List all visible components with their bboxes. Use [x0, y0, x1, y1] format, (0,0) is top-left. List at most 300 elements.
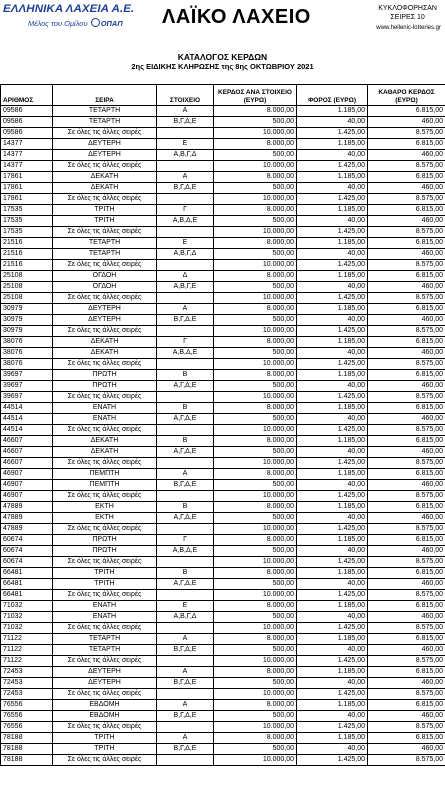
- cell-tax: 40,00: [297, 447, 368, 458]
- cell-tax: 40,00: [297, 150, 368, 161]
- table-row: [1, 634, 445, 645]
- table-row: [1, 161, 445, 172]
- cell-tax: 1.425,00: [297, 326, 368, 337]
- cell-number: 17535: [1, 205, 53, 216]
- cell-tax: 1.425,00: [297, 590, 368, 601]
- cell-number: 38076: [1, 348, 53, 359]
- cell-series: Σε όλες τις άλλες σειρές: [53, 227, 157, 238]
- cell-net: 460,00: [368, 579, 445, 590]
- cell-tax: 1.425,00: [297, 623, 368, 634]
- table-row: [1, 194, 445, 205]
- cell-net: 460,00: [368, 282, 445, 293]
- cell-tax: 1.185,00: [297, 304, 368, 315]
- cell-number: 09586: [1, 106, 53, 117]
- cell-series: Σε όλες τις άλλες σειρές: [53, 194, 157, 205]
- table-row: [1, 227, 445, 238]
- cell-tax: 40,00: [297, 513, 368, 524]
- cell-number: 17861: [1, 183, 53, 194]
- cell-series: Σε όλες τις άλλες σειρές: [53, 293, 157, 304]
- cell-prize: 8.000,00: [214, 700, 297, 711]
- cell-prize: 10.000,00: [214, 227, 297, 238]
- member-label: Μέλος του Ομίλου: [28, 19, 88, 28]
- col-header-number: ΑΡΙΘΜΟΣ: [1, 85, 53, 106]
- cell-prize: 10.000,00: [214, 491, 297, 502]
- cell-prize: 500,00: [214, 216, 297, 227]
- cell-net: 460,00: [368, 381, 445, 392]
- cell-number: 71122: [1, 645, 53, 656]
- cell-tax: 40,00: [297, 678, 368, 689]
- cell-prize: 8.000,00: [214, 139, 297, 150]
- table-row: [1, 689, 445, 700]
- cell-tax: 1.185,00: [297, 205, 368, 216]
- cell-element: Α: [157, 172, 214, 183]
- table-row: [1, 370, 445, 381]
- cell-prize: 500,00: [214, 612, 297, 623]
- table-row: [1, 293, 445, 304]
- cell-tax: 40,00: [297, 546, 368, 557]
- table-row: [1, 304, 445, 315]
- cell-tax: 40,00: [297, 744, 368, 755]
- cell-tax: 40,00: [297, 381, 368, 392]
- cell-number: 14377: [1, 150, 53, 161]
- cell-prize: 500,00: [214, 315, 297, 326]
- cell-prize: 500,00: [214, 579, 297, 590]
- cell-number: 72453: [1, 667, 53, 678]
- cell-prize: 500,00: [214, 480, 297, 491]
- table-row: [1, 722, 445, 733]
- cell-number: 76556: [1, 700, 53, 711]
- cell-number: 44514: [1, 425, 53, 436]
- cell-element: Β,Γ,Δ,Ε: [157, 183, 214, 194]
- cell-number: 72453: [1, 678, 53, 689]
- page-header: [0, 0, 445, 48]
- cell-series: ΔΕΚΑΤΗ: [53, 183, 157, 194]
- table-row: [1, 755, 445, 766]
- table-row: [1, 447, 445, 458]
- cell-tax: 1.185,00: [297, 634, 368, 645]
- cell-series: ΤΡΙΤΗ: [53, 216, 157, 227]
- cell-tax: 1.425,00: [297, 260, 368, 271]
- circulation-info: [378, 4, 437, 22]
- cell-number: 71032: [1, 601, 53, 612]
- table-row: [1, 414, 445, 425]
- cell-number: 21516: [1, 238, 53, 249]
- cell-prize: 10.000,00: [214, 524, 297, 535]
- cell-element: Β: [157, 568, 214, 579]
- cell-element: Γ: [157, 205, 214, 216]
- cell-tax: 1.425,00: [297, 689, 368, 700]
- table-row: [1, 249, 445, 260]
- cell-number: 47889: [1, 513, 53, 524]
- cell-series: ΠΡΩΤΗ: [53, 381, 157, 392]
- cell-number: 17861: [1, 194, 53, 205]
- cell-tax: 1.185,00: [297, 403, 368, 414]
- table-row: [1, 150, 445, 161]
- cell-tax: 1.425,00: [297, 491, 368, 502]
- cell-series: ΔΕΥΤΕΡΗ: [53, 304, 157, 315]
- cell-element: Α,Β,Δ,Ε: [157, 348, 214, 359]
- table-row: [1, 315, 445, 326]
- cell-net: 6.815,00: [368, 469, 445, 480]
- cell-prize: 10.000,00: [214, 293, 297, 304]
- cell-net: 6.815,00: [368, 304, 445, 315]
- cell-tax: 40,00: [297, 645, 368, 656]
- cell-number: 46907: [1, 491, 53, 502]
- table-row: [1, 359, 445, 370]
- cell-series: Σε όλες τις άλλες σειρές: [53, 326, 157, 337]
- cell-series: ΤΕΤΑΡΤΗ: [53, 634, 157, 645]
- cell-element: Β,Γ,Δ,Ε: [157, 645, 214, 656]
- cell-tax: 1.425,00: [297, 293, 368, 304]
- cell-element: Γ: [157, 337, 214, 348]
- cell-net: 8.575,00: [368, 293, 445, 304]
- cell-series: ΔΕΥΤΕΡΗ: [53, 678, 157, 689]
- cell-prize: 8.000,00: [214, 403, 297, 414]
- cell-prize: 8.000,00: [214, 667, 297, 678]
- cell-series: ΟΓΔΟΗ: [53, 282, 157, 293]
- cell-prize: 10.000,00: [214, 656, 297, 667]
- cell-element: Α,Β,Δ,Ε: [157, 546, 214, 557]
- cell-element: [157, 524, 214, 535]
- cell-number: 46607: [1, 447, 53, 458]
- cell-number: 14377: [1, 139, 53, 150]
- cell-tax: 1.185,00: [297, 733, 368, 744]
- cell-number: 25108: [1, 271, 53, 282]
- cell-net: 460,00: [368, 117, 445, 128]
- cell-tax: 1.425,00: [297, 392, 368, 403]
- cell-element: Α,Β,Γ,Δ: [157, 249, 214, 260]
- table-row: [1, 612, 445, 623]
- cell-number: 38076: [1, 337, 53, 348]
- table-row: [1, 557, 445, 568]
- cell-tax: 1.425,00: [297, 557, 368, 568]
- cell-tax: 1.425,00: [297, 194, 368, 205]
- cell-element: [157, 161, 214, 172]
- cell-series: ΤΡΙΤΗ: [53, 733, 157, 744]
- cell-prize: 8.000,00: [214, 535, 297, 546]
- cell-element: Α,Γ,Δ,Ε: [157, 414, 214, 425]
- cell-element: Α: [157, 106, 214, 117]
- cell-prize: 8.000,00: [214, 271, 297, 282]
- cell-net: 460,00: [368, 348, 445, 359]
- cell-tax: 1.185,00: [297, 469, 368, 480]
- cell-tax: 1.185,00: [297, 139, 368, 150]
- cell-tax: 1.425,00: [297, 161, 368, 172]
- cell-series: ΤΕΤΑΡΤΗ: [53, 106, 157, 117]
- cell-tax: 1.185,00: [297, 568, 368, 579]
- cell-number: 71122: [1, 656, 53, 667]
- cell-net: 460,00: [368, 546, 445, 557]
- cell-net: 8.575,00: [368, 326, 445, 337]
- cell-series: ΤΕΤΑΡΤΗ: [53, 238, 157, 249]
- col-header-net: ΚΑΘΑΡΟ ΚΕΡΔΟΣ (ΕΥΡΩ): [368, 85, 445, 106]
- cell-prize: 500,00: [214, 513, 297, 524]
- cell-prize: 8.000,00: [214, 733, 297, 744]
- cell-number: 25108: [1, 282, 53, 293]
- cell-series: ΔΕΚΑΤΗ: [53, 348, 157, 359]
- cell-series: Σε όλες τις άλλες σειρές: [53, 755, 157, 766]
- cell-net: 6.815,00: [368, 172, 445, 183]
- cell-tax: 1.425,00: [297, 128, 368, 139]
- cell-number: 46907: [1, 469, 53, 480]
- cell-series: Σε όλες τις άλλες σειρές: [53, 656, 157, 667]
- cell-series: ΕΒΔΟΜΗ: [53, 711, 157, 722]
- cell-series: ΕΚΤΗ: [53, 513, 157, 524]
- cell-net: 6.815,00: [368, 436, 445, 447]
- cell-prize: 500,00: [214, 381, 297, 392]
- cell-prize: 500,00: [214, 183, 297, 194]
- cell-tax: 1.185,00: [297, 667, 368, 678]
- cell-element: Β: [157, 502, 214, 513]
- cell-net: 6.815,00: [368, 568, 445, 579]
- cell-tax: 1.185,00: [297, 601, 368, 612]
- cell-number: 71032: [1, 612, 53, 623]
- cell-element: [157, 722, 214, 733]
- cell-net: 6.815,00: [368, 271, 445, 282]
- table-row: [1, 623, 445, 634]
- cell-net: 8.575,00: [368, 194, 445, 205]
- cell-prize: 10.000,00: [214, 755, 297, 766]
- cell-net: 8.575,00: [368, 623, 445, 634]
- cell-series: ΔΕΥΤΕΡΗ: [53, 667, 157, 678]
- cell-element: Β: [157, 370, 214, 381]
- cell-series: ΤΕΤΑΡΤΗ: [53, 117, 157, 128]
- cell-prize: 10.000,00: [214, 128, 297, 139]
- cell-element: [157, 293, 214, 304]
- table-row: [1, 667, 445, 678]
- cell-prize: 8.000,00: [214, 436, 297, 447]
- table-row: [1, 656, 445, 667]
- member-line: [28, 18, 123, 28]
- cell-series: ΔΕΥΤΕΡΗ: [53, 315, 157, 326]
- cell-series: Σε όλες τις άλλες σειρές: [53, 425, 157, 436]
- cell-net: 460,00: [368, 645, 445, 656]
- cell-prize: 500,00: [214, 348, 297, 359]
- table-row: [1, 744, 445, 755]
- cell-number: 44514: [1, 403, 53, 414]
- cell-net: 8.575,00: [368, 722, 445, 733]
- cell-net: 6.815,00: [368, 139, 445, 150]
- cell-prize: 10.000,00: [214, 194, 297, 205]
- cell-element: Β,Γ,Δ,Ε: [157, 711, 214, 722]
- cell-prize: 500,00: [214, 678, 297, 689]
- cell-prize: 500,00: [214, 645, 297, 656]
- cell-tax: 1.185,00: [297, 238, 368, 249]
- series-count: ΣΕΙΡΕΣ 10: [390, 14, 425, 21]
- cell-prize: 10.000,00: [214, 326, 297, 337]
- table-row: [1, 139, 445, 150]
- cell-element: [157, 623, 214, 634]
- cell-net: 8.575,00: [368, 161, 445, 172]
- cell-element: Α,Β,Γ,Δ: [157, 612, 214, 623]
- table-row: [1, 106, 445, 117]
- cell-prize: 8.000,00: [214, 502, 297, 513]
- cell-element: Α: [157, 634, 214, 645]
- table-row: [1, 128, 445, 139]
- catalog-subtitle: 2ης ΕΙΔΙΚΗΣ ΚΛΗΡΩΣΗΣ της 8ης ΟΚΤΩΒΡΙΟΥ 2021: [131, 62, 314, 71]
- cell-tax: 40,00: [297, 183, 368, 194]
- col-header-series: ΣΕΙΡΑ: [53, 85, 157, 106]
- table-row: [1, 469, 445, 480]
- cell-number: 47889: [1, 502, 53, 513]
- table-row: [1, 524, 445, 535]
- cell-prize: 8.000,00: [214, 337, 297, 348]
- table-row: [1, 700, 445, 711]
- cell-prize: 500,00: [214, 744, 297, 755]
- cell-number: 47889: [1, 524, 53, 535]
- cell-net: 6.815,00: [368, 337, 445, 348]
- cell-element: [157, 227, 214, 238]
- cell-tax: 1.425,00: [297, 425, 368, 436]
- cell-tax: 40,00: [297, 282, 368, 293]
- cell-element: Β,Γ,Δ,Ε: [157, 678, 214, 689]
- cell-tax: 1.425,00: [297, 656, 368, 667]
- cell-net: 6.815,00: [368, 535, 445, 546]
- cell-element: Α,Γ,Δ,Ε: [157, 447, 214, 458]
- cell-element: Β,Γ,Δ,Ε: [157, 117, 214, 128]
- cell-prize: 8.000,00: [214, 172, 297, 183]
- cell-net: 460,00: [368, 612, 445, 623]
- cell-tax: 1.425,00: [297, 524, 368, 535]
- cell-element: [157, 491, 214, 502]
- cell-net: 8.575,00: [368, 458, 445, 469]
- cell-number: 66481: [1, 579, 53, 590]
- cell-series: ΕΝΑΤΗ: [53, 414, 157, 425]
- cell-series: ΕΚΤΗ: [53, 502, 157, 513]
- cell-prize: 500,00: [214, 711, 297, 722]
- cell-tax: 40,00: [297, 480, 368, 491]
- table-row: [1, 436, 445, 447]
- cell-series: ΟΓΔΟΗ: [53, 271, 157, 282]
- cell-tax: 1.185,00: [297, 271, 368, 282]
- cell-net: 8.575,00: [368, 425, 445, 436]
- cell-element: [157, 557, 214, 568]
- cell-series: Σε όλες τις άλλες σειρές: [53, 722, 157, 733]
- cell-number: 39697: [1, 392, 53, 403]
- cell-element: Α: [157, 700, 214, 711]
- cell-element: Γ: [157, 535, 214, 546]
- cell-series: ΔΕΚΑΤΗ: [53, 447, 157, 458]
- cell-number: 71122: [1, 634, 53, 645]
- table-row: [1, 678, 445, 689]
- cell-tax: 40,00: [297, 117, 368, 128]
- cell-tax: 1.425,00: [297, 458, 368, 469]
- table-row: [1, 260, 445, 271]
- cell-element: [157, 590, 214, 601]
- cell-tax: 1.185,00: [297, 700, 368, 711]
- cell-number: 39697: [1, 381, 53, 392]
- cell-series: ΠΡΩΤΗ: [53, 370, 157, 381]
- table-row: [1, 513, 445, 524]
- cell-number: 60674: [1, 546, 53, 557]
- cell-element: [157, 458, 214, 469]
- cell-prize: 500,00: [214, 249, 297, 260]
- table-row: [1, 535, 445, 546]
- cell-net: 8.575,00: [368, 590, 445, 601]
- cell-net: 6.815,00: [368, 370, 445, 381]
- cell-prize: 10.000,00: [214, 458, 297, 469]
- cell-series: ΠΡΩΤΗ: [53, 546, 157, 557]
- cell-series: ΠΕΜΠΤΗ: [53, 469, 157, 480]
- cell-element: Β,Γ,Δ,Ε: [157, 315, 214, 326]
- cell-tax: 40,00: [297, 612, 368, 623]
- table-row: [1, 403, 445, 414]
- cell-element: Α,Β,Δ,Ε: [157, 216, 214, 227]
- cell-element: [157, 326, 214, 337]
- cell-number: 46607: [1, 436, 53, 447]
- cell-number: 66481: [1, 568, 53, 579]
- cell-prize: 10.000,00: [214, 161, 297, 172]
- cell-tax: 1.425,00: [297, 227, 368, 238]
- table-row: [1, 458, 445, 469]
- cell-number: 38076: [1, 359, 53, 370]
- cell-net: 460,00: [368, 183, 445, 194]
- cell-net: 6.815,00: [368, 502, 445, 513]
- cell-number: 72453: [1, 689, 53, 700]
- cell-series: ΔΕΚΑΤΗ: [53, 172, 157, 183]
- cell-element: [157, 194, 214, 205]
- cell-element: [157, 755, 214, 766]
- cell-net: 460,00: [368, 249, 445, 260]
- table-row: [1, 425, 445, 436]
- cell-element: Β,Γ,Δ,Ε: [157, 744, 214, 755]
- cell-prize: 500,00: [214, 150, 297, 161]
- cell-net: 6.815,00: [368, 733, 445, 744]
- cell-prize: 500,00: [214, 447, 297, 458]
- table-row: [1, 579, 445, 590]
- cell-net: 8.575,00: [368, 392, 445, 403]
- cell-prize: 500,00: [214, 414, 297, 425]
- col-header-tax: ΦΟΡΟΣ (ΕΥΡΩ): [297, 85, 368, 106]
- cell-prize: 10.000,00: [214, 623, 297, 634]
- cell-tax: 40,00: [297, 711, 368, 722]
- cell-prize: 8.000,00: [214, 205, 297, 216]
- cell-tax: 1.185,00: [297, 502, 368, 513]
- cell-prize: 10.000,00: [214, 722, 297, 733]
- cell-net: 460,00: [368, 744, 445, 755]
- cell-number: 76556: [1, 711, 53, 722]
- table-row: [1, 117, 445, 128]
- cell-number: 46907: [1, 480, 53, 491]
- cell-element: Α,Β,Γ,Δ: [157, 150, 214, 161]
- cell-net: 6.815,00: [368, 106, 445, 117]
- cell-prize: 500,00: [214, 282, 297, 293]
- cell-series: ΔΕΥΤΕΡΗ: [53, 139, 157, 150]
- cell-series: Σε όλες τις άλλες σειρές: [53, 524, 157, 535]
- cell-net: 8.575,00: [368, 359, 445, 370]
- cell-net: 6.815,00: [368, 238, 445, 249]
- cell-series: ΤΡΙΤΗ: [53, 205, 157, 216]
- lottery-title: ΛΑΪΚΟ ΛΑΧΕΙΟ: [162, 6, 311, 28]
- cell-net: 6.815,00: [368, 205, 445, 216]
- cell-element: Α,Γ,Δ,Ε: [157, 579, 214, 590]
- table-row: [1, 238, 445, 249]
- cell-number: 71032: [1, 623, 53, 634]
- cell-number: 09586: [1, 128, 53, 139]
- cell-prize: 10.000,00: [214, 689, 297, 700]
- cell-number: 66481: [1, 590, 53, 601]
- cell-series: Σε όλες τις άλλες σειρές: [53, 161, 157, 172]
- cell-element: [157, 128, 214, 139]
- cell-series: ΕΝΑΤΗ: [53, 612, 157, 623]
- cell-net: 6.815,00: [368, 700, 445, 711]
- cell-prize: 10.000,00: [214, 359, 297, 370]
- table-row: [1, 348, 445, 359]
- website-link[interactable]: www.hellenic-lotteries.gr: [376, 25, 441, 31]
- cell-series: ΕΝΑΤΗ: [53, 601, 157, 612]
- cell-tax: 1.185,00: [297, 106, 368, 117]
- cell-element: Α: [157, 667, 214, 678]
